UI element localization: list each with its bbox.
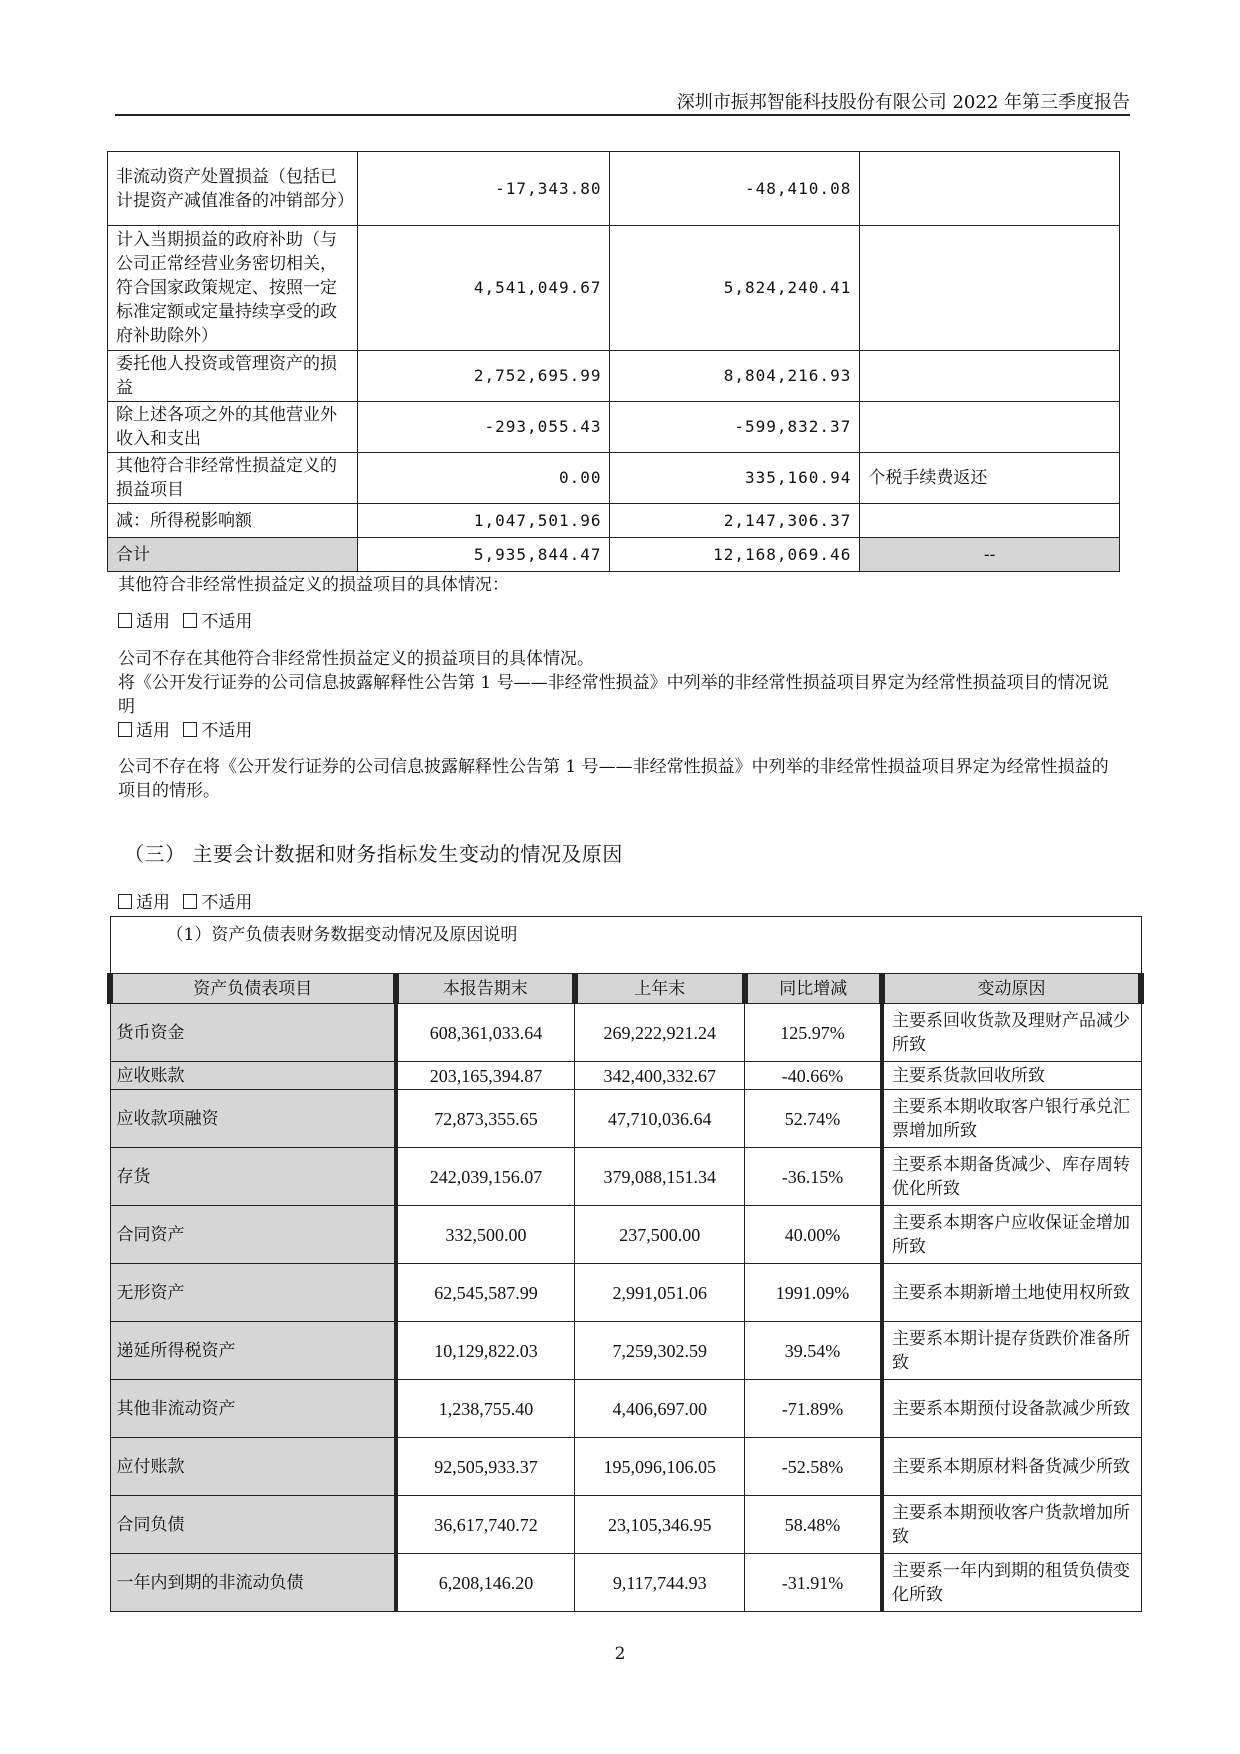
row-reason: 主要系本期备货减少、库存周转优化所致	[882, 1148, 1141, 1206]
row-item: 非流动资产处置损益（包括已计提资产减值准备的冲销部分）	[108, 152, 358, 226]
header-row	[110, 974, 1141, 1004]
row-period-end: 203,165,394.87	[396, 1062, 575, 1090]
table-row	[108, 351, 1120, 402]
total-item: 合计	[108, 538, 358, 572]
row-period-end: 6,208,146.20	[396, 1554, 575, 1612]
total-row	[108, 538, 1120, 572]
no-reclassification-statement: 公司不存在将《公开发行证券的公司信息披露解释性公告第 1 号——非经常性损益》中列举的非经常性损益项目界定为经常性损益的项目的情形。	[118, 757, 1109, 801]
row-note: 个税手续费返还	[860, 453, 1120, 504]
table-row	[110, 1438, 1141, 1496]
header-period-end: 本报告期末	[396, 974, 575, 1004]
reclassification-description: 将《公开发行证券的公司信息披露解释性公告第 1 号——非经常性损益》中列举的非经常性损益项目界定为经常性损益项目的情况说明	[118, 673, 1109, 717]
table-row	[110, 1004, 1141, 1062]
row-ytd: 335,160.94	[610, 453, 860, 504]
total-ytd: 12,168,069.46	[610, 538, 860, 572]
row-reason: 主要系一年内到期的租赁负债变化所致	[882, 1554, 1141, 1612]
table-row	[110, 1062, 1141, 1090]
option-not-applicable-label: 不适用	[201, 612, 253, 632]
table-row	[108, 152, 1120, 226]
row-yoy-change: -52.58%	[745, 1438, 883, 1496]
section-title: （三） 主要会计数据和财务指标发生变动的情况及原因	[124, 842, 623, 866]
checkbox-not-applicable[interactable]	[183, 722, 197, 737]
row-ytd: -48,410.08	[610, 152, 860, 226]
row-yoy-change: 52.74%	[745, 1090, 883, 1148]
row-item: 减：所得税影响额	[108, 504, 358, 538]
row-yoy-change: 40.00%	[745, 1206, 883, 1264]
row-yoy-change: 125.97%	[745, 1004, 883, 1062]
row-prior-year-end: 2,991,051.06	[575, 1264, 745, 1322]
option-applicable-label: 适用	[136, 612, 170, 632]
table-row	[108, 453, 1120, 504]
header-item: 资产负债表项目	[110, 974, 396, 1004]
table-row	[110, 1496, 1141, 1554]
checkbox-applicable[interactable]	[118, 722, 132, 737]
row-item: 应收账款	[110, 1062, 396, 1090]
row-current: 4,541,049.67	[357, 226, 610, 351]
row-prior-year-end: 23,105,346.95	[575, 1496, 745, 1554]
row-current: 2,752,695.99	[357, 351, 610, 402]
page-number: 2	[614, 1644, 626, 1664]
row-item: 合同负债	[110, 1496, 396, 1554]
row-reason: 主要系本期收取客户银行承兑汇票增加所致	[882, 1090, 1141, 1148]
table-title-row	[110, 917, 1141, 974]
row-prior-year-end: 4,406,697.00	[575, 1380, 745, 1438]
row-item: 其他符合非经常性损益定义的损益项目	[108, 453, 358, 504]
row-ytd: 2,147,306.37	[610, 504, 860, 538]
row-yoy-change: -40.66%	[745, 1062, 883, 1090]
row-ytd: 5,824,240.41	[610, 226, 860, 351]
row-item: 存货	[110, 1148, 396, 1206]
row-prior-year-end: 195,096,106.05	[575, 1438, 745, 1496]
checkbox-not-applicable[interactable]	[183, 894, 197, 909]
table-row	[110, 1148, 1141, 1206]
option-applicable-label: 适用	[136, 893, 170, 913]
row-item: 应收款项融资	[110, 1090, 396, 1148]
row-period-end: 10,129,822.03	[396, 1322, 575, 1380]
table-row	[110, 1322, 1141, 1380]
row-reason: 主要系本期计提存货跌价准备所致	[882, 1322, 1141, 1380]
applicability-options-2	[118, 719, 1118, 743]
table-row	[108, 226, 1120, 351]
table-row	[110, 1090, 1141, 1148]
header-divider	[115, 114, 1130, 116]
table-row	[110, 1264, 1141, 1322]
row-current: -17,343.80	[357, 152, 610, 226]
checkbox-not-applicable[interactable]	[183, 613, 197, 628]
row-yoy-change: 39.54%	[745, 1322, 883, 1380]
row-item: 无形资产	[110, 1264, 396, 1322]
row-reason: 主要系本期原材料备货减少所致	[882, 1438, 1141, 1496]
header-reason: 变动原因	[882, 974, 1141, 1004]
row-yoy-change: -71.89%	[745, 1380, 883, 1438]
row-prior-year-end: 342,400,332.67	[575, 1062, 745, 1090]
checkbox-applicable[interactable]	[118, 894, 132, 909]
row-ytd: -599,832.37	[610, 402, 860, 453]
table-row	[110, 1380, 1141, 1438]
table-row	[110, 1206, 1141, 1264]
row-note	[860, 402, 1120, 453]
row-prior-year-end: 237,500.00	[575, 1206, 745, 1264]
total-current: 5,935,844.47	[357, 538, 610, 572]
row-yoy-change: -31.91%	[745, 1554, 883, 1612]
row-prior-year-end: 9,117,744.93	[575, 1554, 745, 1612]
row-prior-year-end: 47,710,036.64	[575, 1090, 745, 1148]
balance-sheet-changes-table	[107, 916, 1144, 1612]
row-prior-year-end: 379,088,151.34	[575, 1148, 745, 1206]
option-not-applicable-label: 不适用	[201, 721, 253, 741]
row-period-end: 62,545,587.99	[396, 1264, 575, 1322]
no-other-items-statement: 公司不存在其他符合非经常性损益定义的损益项目的具体情况。	[118, 649, 594, 669]
row-ytd: 8,804,216.93	[610, 351, 860, 402]
row-current: 0.00	[357, 453, 610, 504]
row-item: 其他非流动资产	[110, 1380, 396, 1438]
total-note: --	[860, 538, 1120, 572]
row-yoy-change: 1991.09%	[745, 1264, 883, 1322]
row-prior-year-end: 269,222,921.24	[575, 1004, 745, 1062]
option-not-applicable-label: 不适用	[201, 893, 253, 913]
row-item: 计入当期损益的政府补助（与公司正常经营业务密切相关，符合国家政策规定、按照一定标准定额或定量持续享受的政府补助除外）	[108, 226, 358, 351]
row-prior-year-end: 7,259,302.59	[575, 1322, 745, 1380]
row-current: -293,055.43	[357, 402, 610, 453]
row-reason: 主要系本期预收客户货款增加所致	[882, 1496, 1141, 1554]
row-item: 递延所得税资产	[110, 1322, 396, 1380]
applicability-options-1	[118, 610, 1118, 634]
row-item: 合同资产	[110, 1206, 396, 1264]
table-row	[108, 504, 1120, 538]
non-recurring-gains-table	[107, 151, 1120, 572]
row-note	[860, 351, 1120, 402]
header-prior-year-end: 上年末	[575, 974, 745, 1004]
table-row	[108, 402, 1120, 453]
row-note	[860, 152, 1120, 226]
checkbox-applicable[interactable]	[118, 613, 132, 628]
header-yoy-change: 同比增减	[745, 974, 883, 1004]
row-period-end: 242,039,156.07	[396, 1148, 575, 1206]
row-item: 货币资金	[110, 1004, 396, 1062]
row-reason: 主要系本期客户应收保证金增加所致	[882, 1206, 1141, 1264]
row-note	[860, 504, 1120, 538]
option-applicable-label: 适用	[136, 721, 170, 741]
table-title: （1）资产负债表财务数据变动情况及原因说明	[110, 917, 1141, 974]
other-items-label: 其他符合非经常性损益定义的损益项目的具体情况：	[118, 575, 509, 595]
row-reason: 主要系货款回收所致	[882, 1062, 1141, 1090]
report-header-title: 深圳市振邦智能科技股份有限公司 2022 年第三季度报告	[676, 92, 1130, 113]
row-period-end: 608,361,033.64	[396, 1004, 575, 1062]
row-item: 一年内到期的非流动负债	[110, 1554, 396, 1612]
row-period-end: 1,238,755.40	[396, 1380, 575, 1438]
row-item: 委托他人投资或管理资产的损益	[108, 351, 358, 402]
row-yoy-change: -36.15%	[745, 1148, 883, 1206]
row-period-end: 332,500.00	[396, 1206, 575, 1264]
applicability-options-3	[118, 891, 1118, 915]
row-period-end: 92,505,933.37	[396, 1438, 575, 1496]
row-reason: 主要系本期新增土地使用权所致	[882, 1264, 1141, 1322]
row-period-end: 36,617,740.72	[396, 1496, 575, 1554]
row-reason: 主要系回收货款及理财产品减少所致	[882, 1004, 1141, 1062]
row-period-end: 72,873,355.65	[396, 1090, 575, 1148]
row-current: 1,047,501.96	[357, 504, 610, 538]
row-reason: 主要系本期预付设备款减少所致	[882, 1380, 1141, 1438]
row-yoy-change: 58.48%	[745, 1496, 883, 1554]
table-row	[110, 1554, 1141, 1612]
row-note	[860, 226, 1120, 351]
row-item: 除上述各项之外的其他营业外收入和支出	[108, 402, 358, 453]
row-item: 应付账款	[110, 1438, 396, 1496]
